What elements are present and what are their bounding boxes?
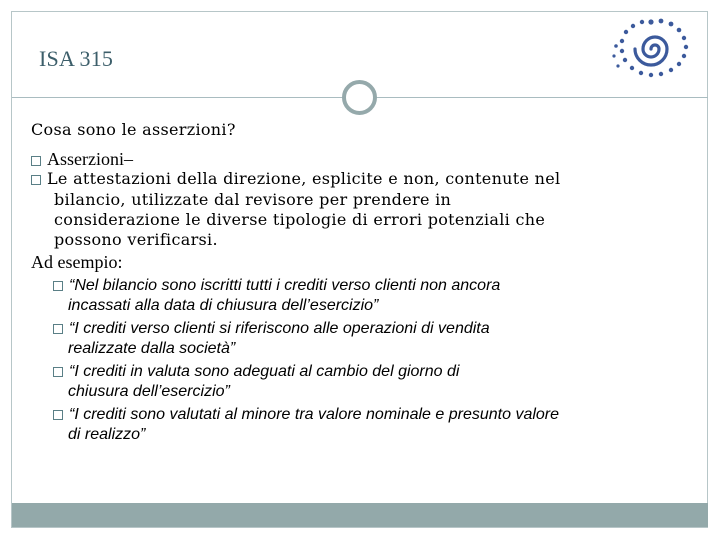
bullet-asserzioni bbox=[31, 149, 133, 170]
definition-line-1: Le attestazioni della direzione, esplicite e non, contenute nel bbox=[47, 169, 561, 188]
example-line: “I crediti in valuta sono adeguati al cambio del giorno di bbox=[69, 363, 460, 380]
square-bullet-icon bbox=[31, 175, 41, 185]
example-line: di realizzo” bbox=[68, 426, 146, 443]
example-line: “I crediti sono valutati al minore tra valore nominale e presunto valore bbox=[69, 406, 560, 423]
example-line: incassati alla data di chiusura dell’esercizio” bbox=[68, 297, 379, 314]
bullet-definition bbox=[31, 169, 560, 188]
square-bullet-icon bbox=[53, 367, 63, 377]
definition-line-2: bilancio, utilizzate dal revisore per prendere in bbox=[54, 190, 452, 209]
footer-bar bbox=[12, 503, 708, 527]
slide-title: ISA 315 bbox=[39, 46, 114, 71]
heading: Cosa sono le asserzioni? bbox=[31, 120, 236, 139]
example-intro: Ad esempio: bbox=[31, 252, 123, 272]
ring-ornament bbox=[342, 80, 377, 115]
example-line: “Nel bilancio sono iscritti tutti i crediti verso clienti non ancora bbox=[69, 277, 501, 294]
bullet-text: Asserzioni– bbox=[47, 149, 133, 169]
example-item bbox=[53, 406, 559, 424]
definition-line-4: possono verificarsi. bbox=[54, 230, 218, 249]
spiral-dots-logo bbox=[610, 16, 692, 82]
example-item bbox=[53, 277, 500, 295]
square-bullet-icon bbox=[53, 281, 63, 291]
example-item bbox=[53, 320, 490, 338]
example-line: chiusura dell’esercizio” bbox=[68, 383, 230, 400]
example-line: realizzate dalla società” bbox=[68, 340, 236, 357]
definition-line-3: considerazione le diverse tipologie di errori potenziali che bbox=[54, 210, 546, 229]
example-line: “I crediti verso clienti si riferiscono alle operazioni di vendita bbox=[69, 320, 490, 337]
square-bullet-icon bbox=[31, 156, 41, 166]
example-item bbox=[53, 363, 459, 381]
square-bullet-icon bbox=[53, 324, 63, 334]
square-bullet-icon bbox=[53, 410, 63, 420]
